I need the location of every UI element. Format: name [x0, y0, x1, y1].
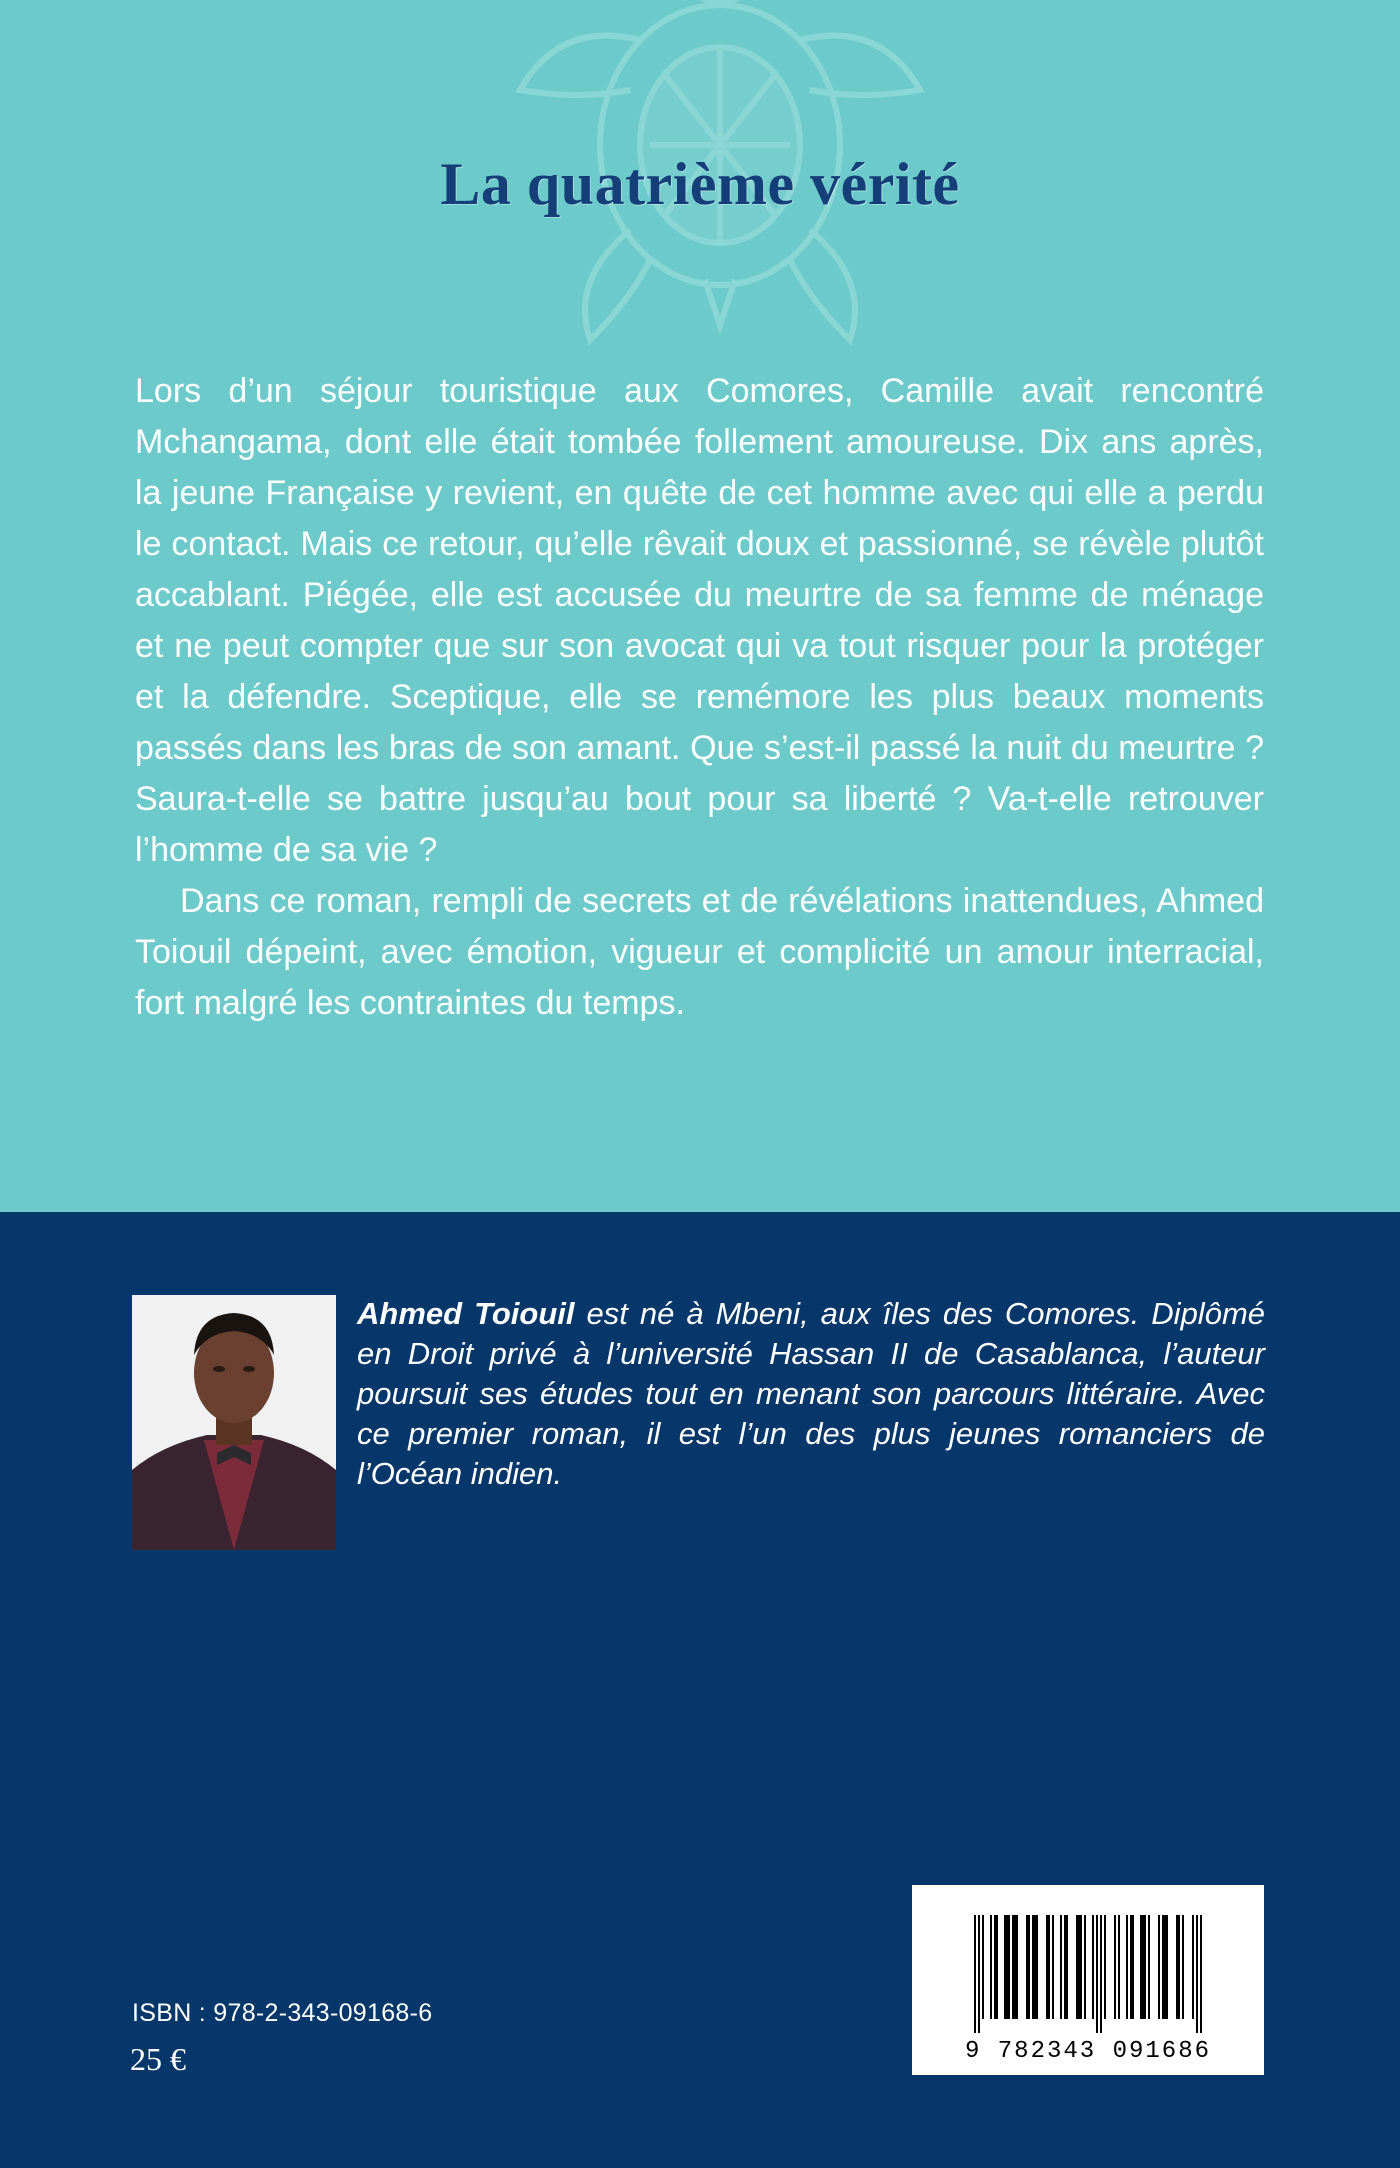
barcode-bar [1118, 1915, 1120, 2019]
author-bio [357, 1294, 1265, 1494]
isbn: ISBN : 978-2-343-09168-6 [132, 1999, 433, 2027]
barcode [912, 1885, 1264, 2075]
barcode-bar [1158, 1915, 1160, 2019]
barcode-bar [1060, 1915, 1062, 2019]
barcode-bar [1140, 1915, 1146, 2019]
author-photo [132, 1295, 336, 1550]
barcode-bar [1162, 1915, 1168, 2019]
barcode-bar [1104, 1915, 1106, 2019]
price: 25 € [130, 2041, 186, 2077]
barcode-bar [1148, 1915, 1150, 2019]
barcode-bars [974, 1915, 1202, 2033]
barcode-bar [1182, 1915, 1184, 2019]
barcode-bar [1084, 1915, 1086, 2019]
book-title: La quatrième vérité [440, 151, 960, 217]
barcode-bar [1046, 1915, 1050, 2019]
barcode-guard-bar [1200, 1915, 1202, 2033]
barcode-digits: 9 782343 091686 [964, 2038, 1212, 2065]
author-bio-text: est né à Mbeni, aux îles des Comores. Diplômé en Droit privé à l’université Hassan II de Casablanca, l’auteur poursuit ses études tout en menant son parcours littéraire. Avec ce premier roman, il est l’un des plus jeunes romanciers de l’Océan indien. [357, 1296, 1266, 1491]
barcode-bar [1126, 1915, 1128, 2019]
barcode-bar [1192, 1915, 1194, 2019]
synopsis [135, 366, 1264, 1029]
barcode-bar [982, 1915, 984, 2019]
barcode-bar [1092, 1915, 1094, 2019]
barcode-bar [1064, 1915, 1068, 2019]
barcode-bar [1076, 1915, 1082, 2019]
barcode-bar [990, 1915, 992, 2019]
barcode-bar [994, 1915, 998, 2019]
barcode-bar [1032, 1915, 1038, 2019]
barcode-guard-bar [1100, 1915, 1102, 2033]
barcode-bar [1130, 1915, 1134, 2019]
author-name: Ahmed Toiouil [357, 1296, 575, 1331]
barcode-bar [1176, 1915, 1180, 2019]
barcode-guard-bar [978, 1915, 980, 2033]
barcode-bar [1114, 1915, 1116, 2019]
barcode-bar [1012, 1915, 1018, 2019]
barcode-bar [1026, 1915, 1030, 2019]
synopsis-paragraph: Lors d’un séjour touristique aux Comores, Camille avait rencontré Mchangama, dont elle était tombée follement amoureuse. Dix ans après, la jeune Française y revient, en quête de cet homme avec qui elle a perdu le contact. Mais ce retour, qu’elle rêvait doux et passionné, se révèle plutôt accablant. Piégée, elle est accusée du meurtre de sa femme de ménage et ne peut compter que sur son avocat qui va tout risquer pour la protéger et la défendre. Sceptique, elle se remémore les plus beaux moments passés dans les bras de son amant. Que s’est-il passé la nuit du meurtre ? Saura-t-elle se battre jusqu’au bout pour sa liberté ? Va-t-elle retrouver l’homme de sa vie ? [135, 372, 1264, 869]
barcode-guard-bar [1096, 1915, 1098, 2033]
barcode-guard-bar [974, 1915, 976, 2033]
barcode-guard-bar [1196, 1915, 1198, 2033]
synopsis-paragraph: Dans ce roman, rempli de secrets et de révélations inattendues, Ahmed Toiouil dépeint, avec émotion, vigueur et complicité un amour interracial, fort malgré les contraintes du temps. [135, 882, 1264, 1022]
barcode-bar [1052, 1915, 1054, 2019]
barcode-bar [1004, 1915, 1010, 2019]
